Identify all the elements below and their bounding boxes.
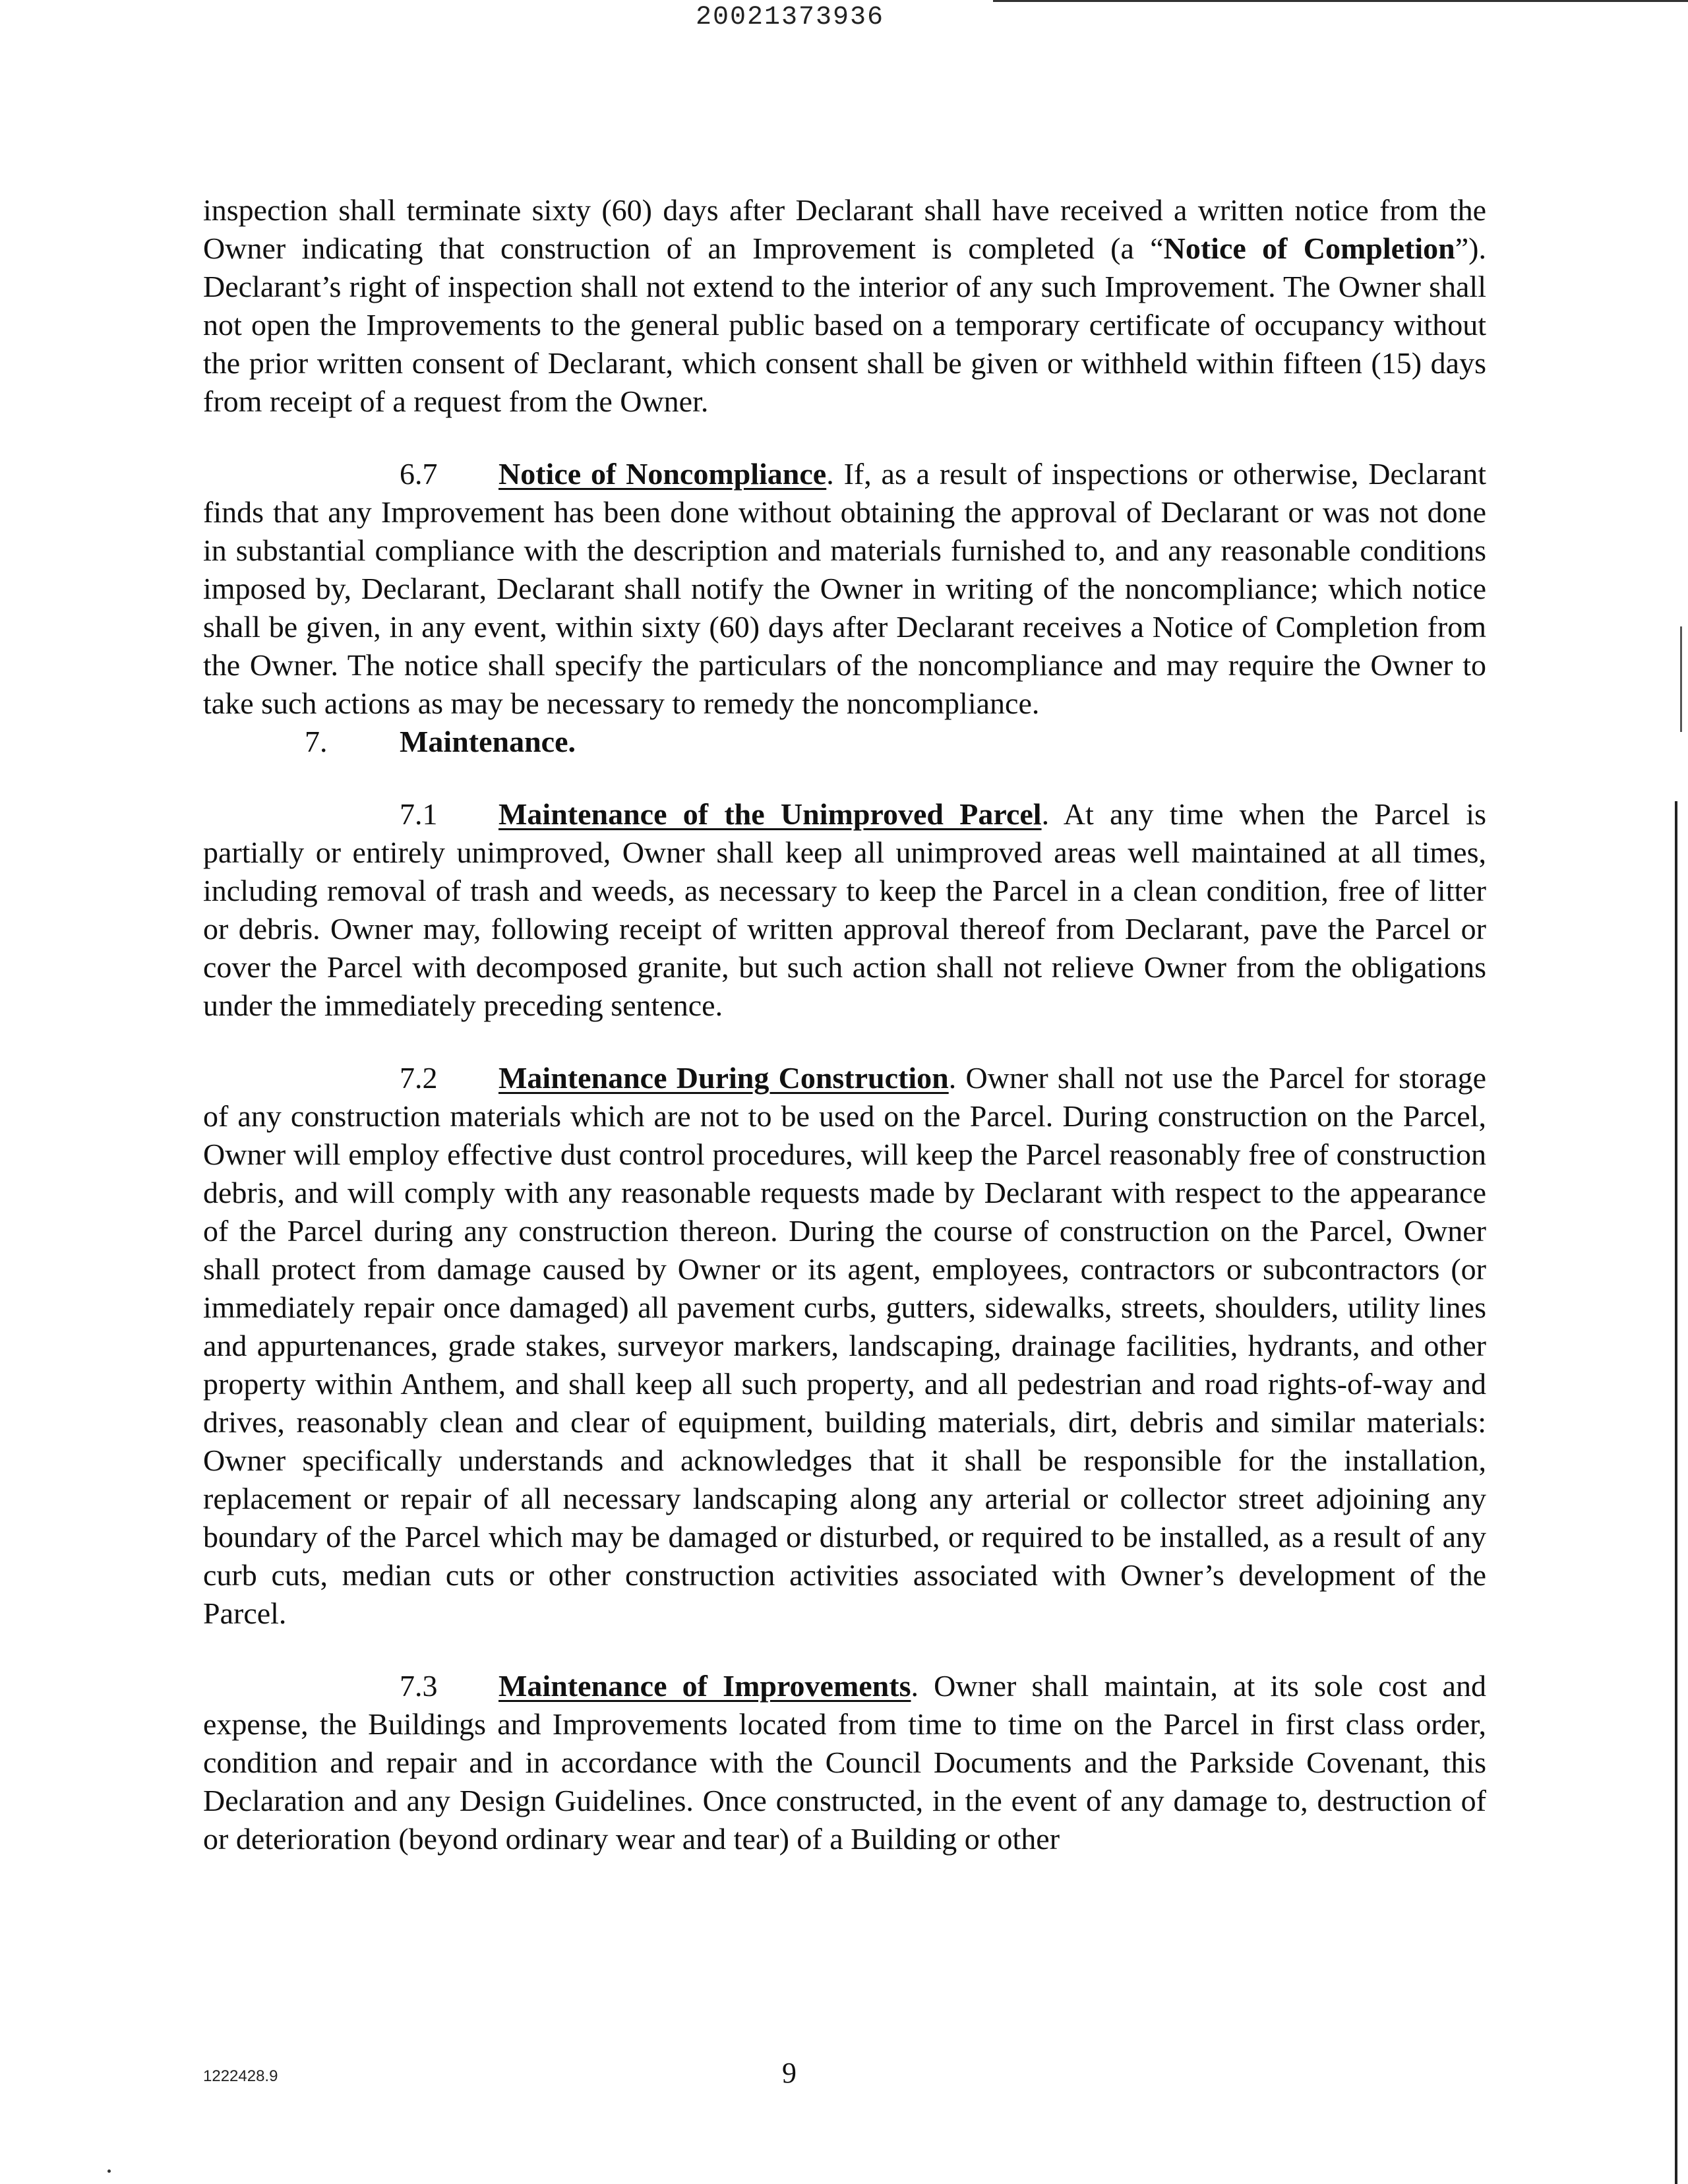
page-number: 9	[782, 2057, 797, 2089]
section-body: . Owner shall not use the Parcel for storage of any construction materials which are not to be used on the Parcel. During construction on the Parcel, Owner will employ effective dust control procedures, will keep the Parcel reasonably free of construction debris, and will comply with any reasonable requests made by Declarant with respect to the appearance of the Parcel during any construction thereon. During the course of construction on the Parcel, Owner shall protect from damage caused by Owner or its agent, employees, contractors or subcontractors (or immediately repair once damaged) all pavement curbs, gutters, sidewalks, streets, shoulders, utility lines and appurtenances, grade stakes, surveyor markers, landscaping, drainage facilities, hydrants, and other property within Anthem, and shall keep all such property, and all pedestrian and road rights-of-way and drives, reasonably clean and clear of equipment, building materials, dirt, debris and similar materials: Owner specifically understands and acknowledges that it shall be responsible for the installation, replacement or repair of all necessary landscaping along any arterial or collector street adjoining any boundary of the Parcel which may be damaged or disturbed, or required to be installed, as a result of any curb cuts, median cuts or other construction activities associated with Owner’s development of the Parcel.	[203, 1061, 1486, 1630]
section-number: 6.7	[400, 457, 438, 491]
section-title: Maintenance.	[400, 725, 576, 758]
document-body	[203, 191, 1486, 1858]
defined-term-notice-of-completion: Notice of Completion	[1163, 231, 1455, 265]
right-margin-rule	[1675, 801, 1677, 2184]
intro-text-a: inspection shall terminate sixty (60) days after Declarant shall have received a written notice from the Owner indicating that construction of an Improvement is completed (a “	[203, 193, 1486, 265]
section-number: 7.3	[400, 1669, 438, 1703]
section-7-3	[203, 1667, 1486, 1858]
intro-text-c: ”). Declarant’s right of inspection shall not extend to the interior of any such Improvement. The Owner shall not open the Improvements to the general public based on a temporary certificate of occupancy without the prior written consent of Declarant, which consent shall be given or withheld within fifteen (15) days from receipt of a request from the Owner.	[203, 231, 1486, 418]
section-7-2	[203, 1059, 1486, 1633]
section-title: Maintenance of Improvements	[498, 1669, 911, 1703]
section-title: Notice of Noncompliance	[498, 457, 827, 491]
section-7-1	[203, 795, 1486, 1025]
section-number: 7.2	[400, 1061, 438, 1095]
section-body: . If, as a result of inspections or otherwise, Declarant finds that any Improvement has been done without obtaining the approval of Declarant or was not done in substantial compliance with the description and materials furnished to, and any reasonable conditions imposed by, Declarant, Declarant shall notify the Owner in writing of the noncompliance; which notice shall be given, in any event, within sixty (60) days after Declarant receives a Notice of Completion from the Owner. The notice shall specify the particulars of the noncompliance and may require the Owner to take such actions as may be necessary to remedy the noncompliance.	[203, 457, 1486, 720]
section-title: Maintenance of the Unimproved Parcel	[498, 797, 1042, 831]
section-6-7	[203, 455, 1486, 723]
top-rule	[993, 0, 1688, 2]
section-body: . Owner shall maintain, at its sole cost and expense, the Buildings and Improvements located from time to time on the Parcel in first class order, condition and repair and in accordance with the Council Documents and the Parkside Covenant, this Declaration and any Design Guidelines. Once constructed, in the event of any damage to, destruction of or deterioration (beyond ordinary wear and tear) of a Building or other	[203, 1669, 1486, 1856]
footer-document-id: 1222428.9	[203, 2067, 278, 2085]
section-number: 7.	[305, 725, 328, 758]
margin-dot	[107, 2169, 111, 2173]
section-7-heading	[203, 723, 1486, 761]
document-number: 20021373936	[696, 3, 885, 32]
section-title: Maintenance During Construction	[498, 1061, 949, 1095]
margin-speck	[1680, 626, 1682, 732]
section-body: . At any time when the Parcel is partially or entirely unimproved, Owner shall keep all unimproved areas well maintained at all times, including removal of trash and weeds, as necessary to keep the Parcel in a clean condition, free of litter or debris. Owner may, following receipt of written approval thereof from Declarant, pave the Parcel or cover the Parcel with decomposed granite, but such action shall not relieve Owner from the obligations under the immediately preceding sentence.	[203, 797, 1486, 1022]
paragraph-intro	[203, 191, 1486, 421]
section-number: 7.1	[400, 797, 438, 831]
